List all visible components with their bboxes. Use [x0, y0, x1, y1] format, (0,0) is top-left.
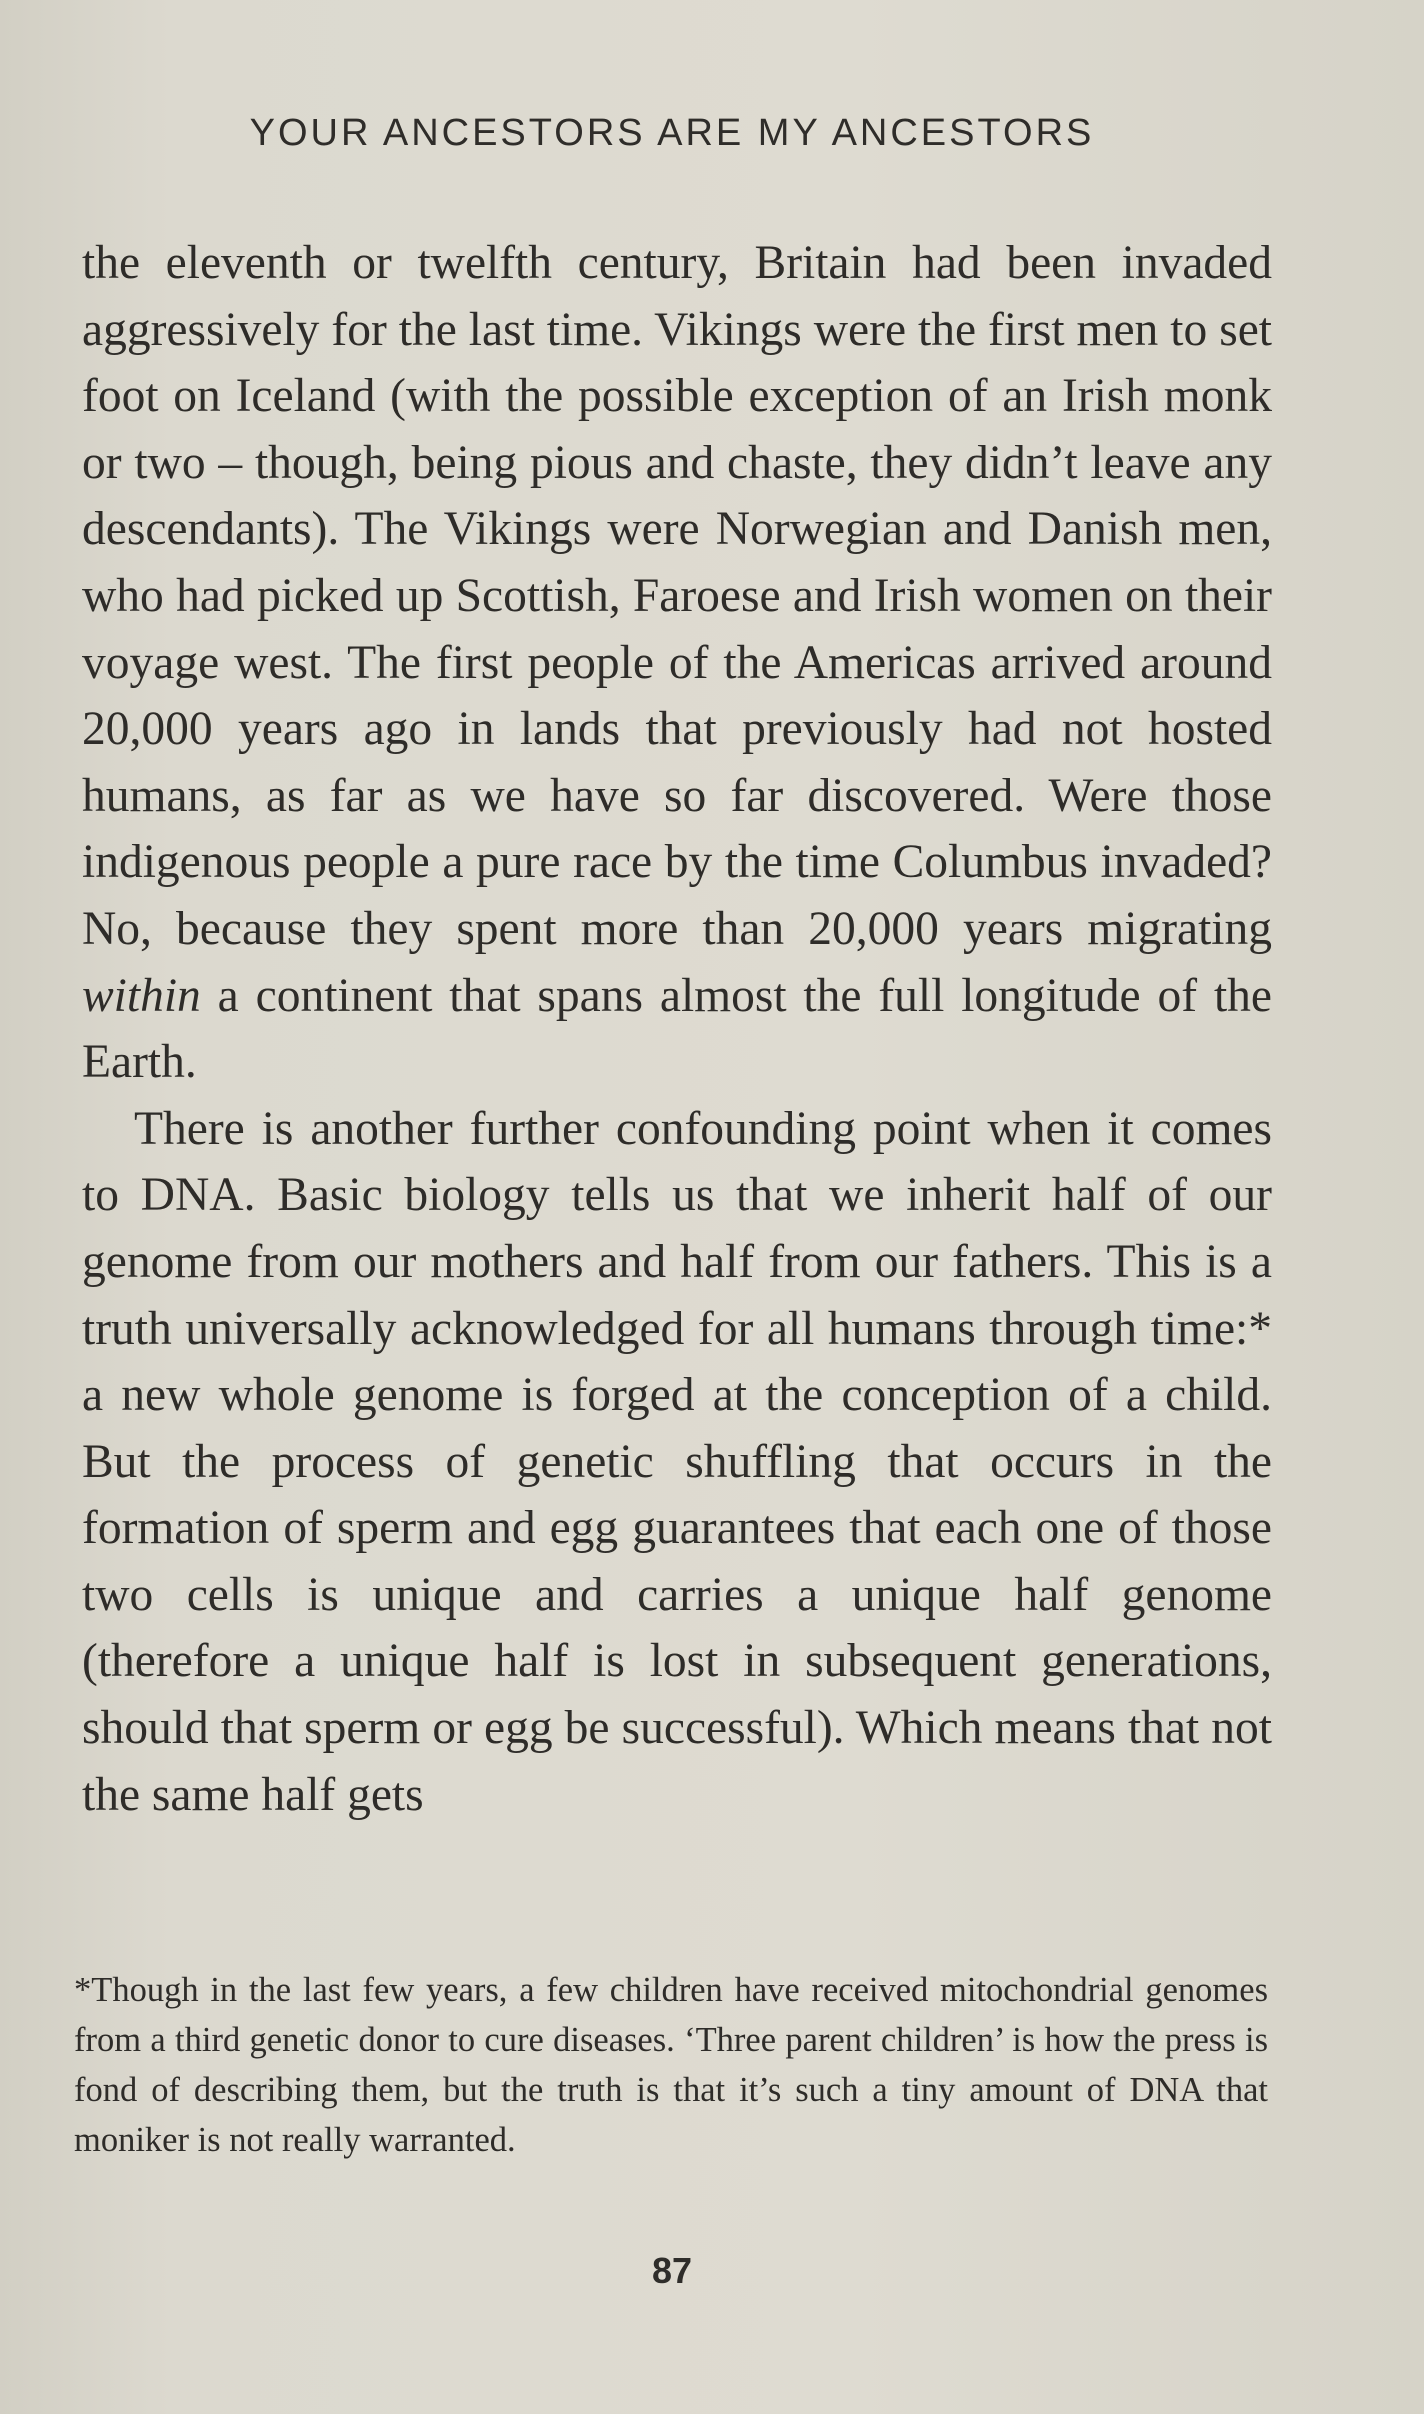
paragraph-1-italic: within: [82, 969, 201, 1022]
paragraph-1-text-b: a continent that spans almost the full longitude of the Earth.: [82, 969, 1272, 1089]
paragraph-1: [82, 230, 1272, 1096]
footnote: [74, 1965, 1268, 2165]
footnote-text: *Though in the last few years, a few children have received mitochondrial genomes from a third genetic donor to cure diseases. ‘Three parent children’ is how the press is fond of describing them, but the truth is that it’s such a tiny amount of DNA that moniker is not really warranted.: [74, 1971, 1268, 2159]
paragraph-2: There is another further confounding point when it comes to DNA. Basic biology tells us that we inherit half of our genome from our mothers and half from our fathers. This is a truth universally acknowledged for all humans through time:* a new whole genome is forged at the conception of a child. But the process of genetic shuffling that occurs in the formation of sperm and egg guarantees that each one of those two cells is unique and carries a unique half genome (therefore a unique half is lost in subsequent generations, should that sperm or egg be successful). Which means that not the same half gets: [82, 1102, 1272, 1821]
page-number: 87: [651, 2250, 693, 2291]
body-text: [82, 230, 1272, 1828]
paragraph-1-text-a: the eleventh or twelfth century, Britain had been invaded aggressively for the last time. Vikings were the first men to set foot on Iceland (with the possible exception of an Irish monk or two – though, being pious and chaste, they didn’t leave any descendants). The Vikings were Norwegian and Danish men, who had picked up Scottish, Faroese and Irish women on their voyage west. The first people of the Americas arrived around 20,000 years ago in lands that previously had not hosted humans, as far as we have so far discovered. Were those indigenous people a pure race by the time Columbus invaded? No, because they spent more than 20,000 years migrating: [82, 237, 1272, 955]
running-head: YOUR ANCESTORS ARE MY ANCESTORS: [249, 112, 1095, 154]
